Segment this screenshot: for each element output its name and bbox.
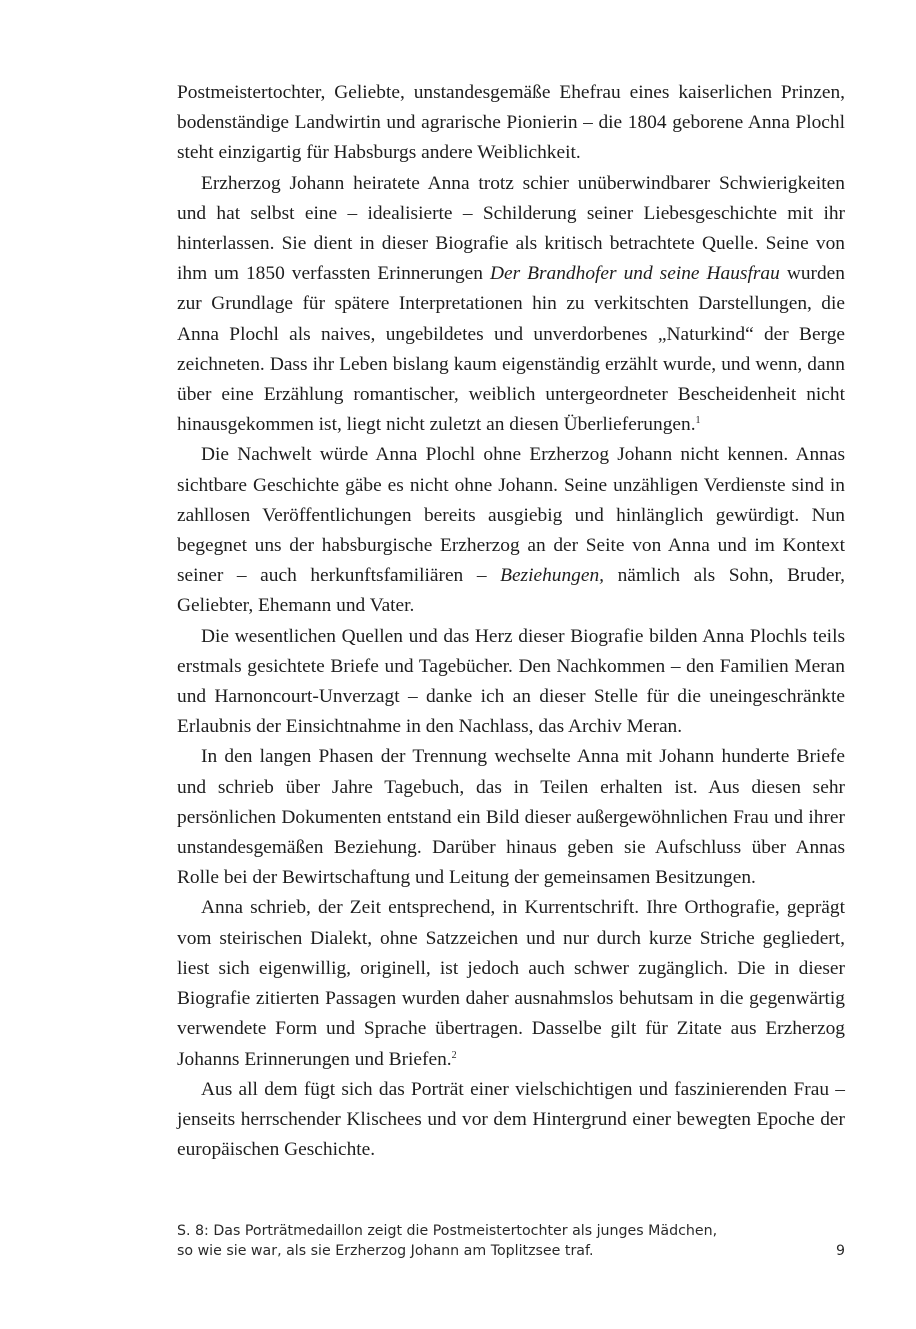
paragraph-orthography — [177, 893, 845, 1074]
paragraph-text: Die Nachwelt würde Anna Plochl ohne Erzherzog Johann nicht kennen. Annas sichtbare Geschichte gäbe es nicht ohne Johann. Seine unzähligen Verdienste sind in zahllosen Veröffentlichungen bereits ausgiebig und hinlänglich gewürdigt. Nun begegnet uns der habsburgische Erzherzog an der Seite von Anna und im Kontext seiner – auch herkunftsfamiliären – — [177, 444, 845, 587]
footnote-ref: 2 — [451, 1049, 457, 1061]
page-number: 9 — [835, 1243, 845, 1259]
paragraph-text: nämlich als Sohn, Bruder, Geliebter, Ehemann und Vater. — [177, 565, 845, 617]
paragraph-conclusion — [177, 1075, 845, 1166]
paragraph-text: Erzherzog Johann heiratete Anna trotz schier unüberwindbarer Schwierigkeiten und hat selbst eine – idealisierte – Schilderung seiner Liebesgeschichte mit ihr hinterlassen. Sie dient in dieser Biografie als kritisch betrachtete Quelle. Seine von ihm um 1850 verfassten Erinnerungen — [177, 172, 845, 285]
paragraph-text: Anna schrieb, der Zeit entsprechend, in Kurrentschrift. Ihre Orthografie, geprägt vom steirischen Dialekt, ohne Satzzeichen und nur durch kurze Striche gegliedert, liest sich eigenwillig, originell, ist jedoch auch schwer zugänglich. Die in dieser Biografie zitierten Passagen wurden daher ausnahmslos behutsam in die gegenwärtig verwendete Form und Sprache übertragen. Dasselbe gilt für Zitate aus Erzherzog Johanns Erinnerungen und Briefen. — [177, 897, 845, 1070]
paragraph-text: Die wesentlichen Quellen und das Herz dieser Biografie bilden Anna Plochls teils erstmals gesichtete Briefe und Tagebücher. Den Nachkommen – den Familien Meran und Harnoncourt-Unverzagt – danke ich an dieser Stelle für die uneingeschränkte Erlaubnis der Einsichtnahme in den Nachlass, das Archiv Meran. — [177, 625, 845, 738]
body-text — [177, 78, 845, 1165]
paragraph-text: wurden zur Grundlage für spätere Interpretationen hin zu verkitschten Darstellungen, die Anna Plochl als naives, ungebildetes und unverdorbenes „Naturkind“ der Berge zeichneten. Dass ihr Leben bislang kaum eigenständig erzählt wurde, und wenn, dann über eine Erzählung romantischer, weiblich untergeordneter Bescheidenheit nicht hinausgekommen ist, liegt nicht zuletzt an diesen Überlieferungen. — [177, 263, 845, 436]
footnote-ref: 1 — [695, 415, 701, 427]
paragraph-text: Aus all dem fügt sich das Porträt einer vielschichtigen und faszinierenden Frau – jenseits herrschender Klischees und vor dem Hintergrund einer bewegten Epoche der europäischen Geschichte. — [177, 1078, 845, 1161]
paragraph-letters — [177, 742, 845, 893]
caption-line: so wie sie war, als sie Erzherzog Johann am Toplitzsee traf. — [177, 1243, 594, 1259]
paragraph-text: In den langen Phasen der Trennung wechselte Anna mit Johann hunderte Briefe und schrieb über Jahre Tagebuch, das in Teilen erhalten ist. Aus diesen sehr persönlichen Dokumenten entstand ein Bild dieser außergewöhnlichen Frau und ihrer unstandesgemäßen Beziehung. Darüber hinaus geben sie Aufschluss über Annas Rolle bei der Bewirtschaftung und Leitung der gemeinsamen Besitzungen. — [177, 746, 845, 889]
paragraph-posterity — [177, 440, 845, 621]
paragraph-memoirs — [177, 169, 845, 441]
paragraph-sources — [177, 622, 845, 743]
book-title: Der Brandhofer und seine Hausfrau — [489, 263, 780, 285]
caption-line: S. 8: Das Porträtmedaillon zeigt die Postmeistertochter als junges Mädchen, — [177, 1223, 718, 1239]
paragraph-text: Postmeistertochter, Geliebte, unstandesgemäße Ehefrau eines kaiserlichen Prinzen, bodenständige Landwirtin und agrarische Pionierin – die 1804 geborene Anna Plochl steht einzigartig für Habsburgs andere Weiblichkeit. — [177, 82, 845, 164]
image-caption — [177, 1221, 777, 1261]
emphasis-text: Beziehungen, — [500, 565, 605, 587]
paragraph-intro — [177, 78, 845, 169]
